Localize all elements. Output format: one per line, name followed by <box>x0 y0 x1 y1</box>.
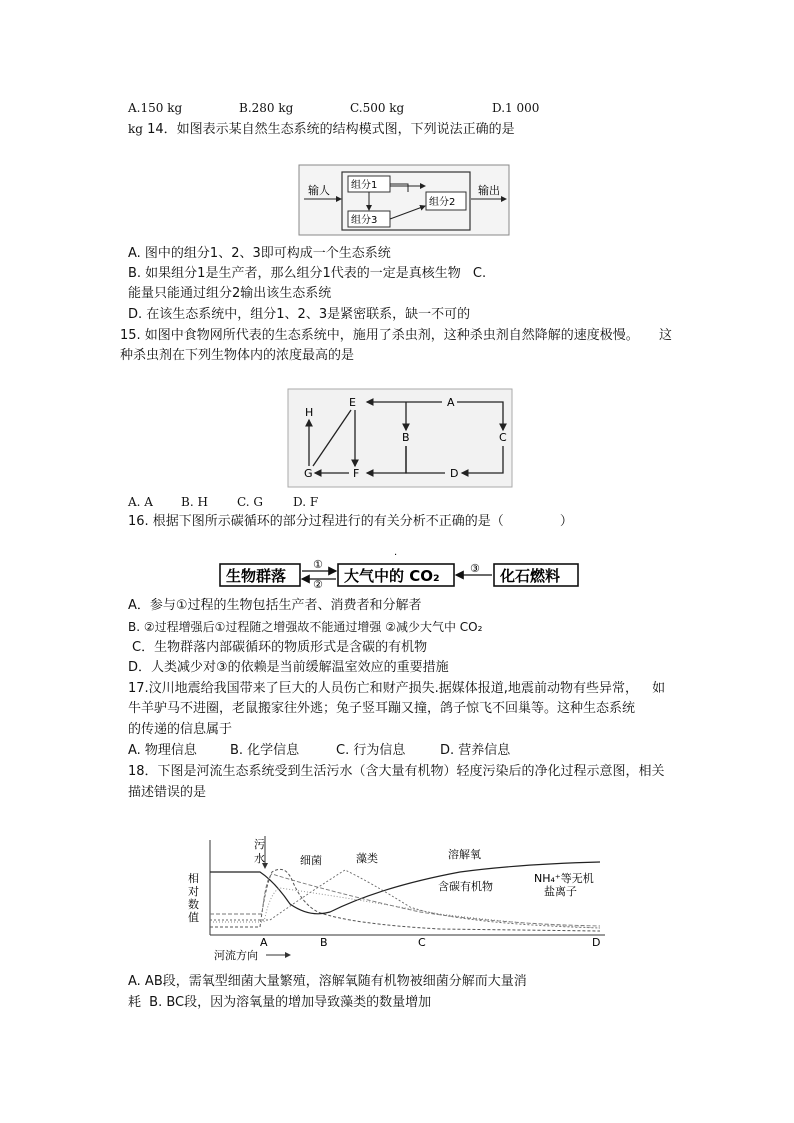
q18-option-a-tail-line <box>128 995 431 1011</box>
q18-nh4-label-1: NH₄⁺等无机 <box>534 872 594 885</box>
q14-output-label: 输出 <box>478 184 500 197</box>
q15-node-g: G <box>304 467 313 480</box>
q18-point-d: D <box>592 936 601 949</box>
q18-text-1: 18．下图是河流生态系统受到生活污水（含大量有机物）轻度污染后的净化过程示意图，相关 <box>128 764 665 779</box>
q14-input-label: 输人 <box>308 184 330 197</box>
q18-nh4-label-2: 盐离子 <box>544 885 577 898</box>
q16-option-d: D．人类减少对③的依赖是当前缓解温室效应的重要措施 <box>128 660 449 675</box>
q16-carbon-cycle-diagram <box>218 552 580 588</box>
q15-stem-1: 15. 如图中食物网所代表的生态系统中，施用了杀虫剂，这种杀虫剂自然降解的速度极慢。 <box>120 328 639 343</box>
q18-point-a: A <box>260 936 268 949</box>
q14-stem-line <box>128 121 515 138</box>
q15-option-d: D. F <box>293 495 319 509</box>
q14-option-c-head: C. <box>472 266 487 281</box>
q15-food-web-diagram <box>287 388 513 488</box>
q16-stem-end: ） <box>559 514 573 529</box>
q13-options <box>128 100 539 116</box>
q14-component-3-label: 组分3 <box>351 215 378 226</box>
q14-option-d: D. 在该生态系统中，组分1、2、3是紧密联系，缺一不可的 <box>128 307 471 322</box>
q18-ylabel-2: 对 <box>188 885 199 898</box>
q15-node-b: B <box>402 431 410 444</box>
q16-stem: 16. 根据下图所示碳循环的部分过程进行的有关分析不正确的是（ <box>128 514 504 529</box>
q14-option-b: B. 如果组分1是生产者，那么组分1代表的一定是真核生物 <box>128 266 461 281</box>
q16-co2-label: 大气中的 CO₂ <box>344 567 440 585</box>
q15-node-a: A <box>447 396 455 409</box>
q18-organic-label: 含碳有机物 <box>438 880 493 893</box>
q18-sewage-label-1: 污 <box>254 838 265 851</box>
q14-option-c-tail: 能量只能通过组分2输出该生态系统 <box>128 286 332 301</box>
q16-option-a: A．参与①过程的生物包括生产者、消费者和分解者 <box>128 598 422 613</box>
q18-bacteria-label: 细菌 <box>300 854 322 867</box>
q18-curve-nh4 <box>210 888 600 928</box>
q18-algae-label: 藻类 <box>356 852 378 865</box>
q17-text-3: 的传递的信息属于 <box>128 722 233 737</box>
q16-process-2: ② <box>313 578 323 588</box>
q17-text-2: 牛羊驴马不进圈，老鼠搬家往外逃；兔子竖耳蹦又撞，鸽子惊飞不回巢等。这种生态系统 <box>128 701 636 716</box>
q18-curve-oxygen <box>210 862 600 914</box>
q15-option-a: A. A <box>128 495 153 509</box>
q14-component-2-label: 组分2 <box>429 197 456 208</box>
q17-line-1 <box>128 681 665 697</box>
q18-point-b: B <box>320 936 328 949</box>
q14-option-a: A. 图中的组分1、2、3即可构成一个生态系统 <box>128 246 391 261</box>
q17-option-c: C. 行为信息 <box>336 743 406 758</box>
q15-stem-line-1 <box>120 328 672 344</box>
q15-option-c: C. G <box>237 495 263 509</box>
q13-option-d-unit: kg <box>128 122 143 136</box>
q18-purification-graph <box>180 832 610 964</box>
q17-option-b: B. 化学信息 <box>230 743 300 758</box>
q14-stem: 14．如图表示某自然生态系统的结构模式图，下列说法正确的是 <box>147 122 515 137</box>
q15-stem-2: 种杀虫剂在下列生物体内的浓度最高的是 <box>120 348 355 363</box>
q18-oxygen-label: 溶解氧 <box>448 848 481 861</box>
q15-node-h: H <box>305 406 314 419</box>
q18-ylabel-1: 相 <box>188 872 199 885</box>
q18-option-a-tail: 耗 <box>128 995 142 1010</box>
q14-component-1-label: 组分1 <box>351 180 378 191</box>
q15-node-f: F <box>353 467 360 480</box>
q15-node-e: E <box>349 396 356 409</box>
q17-text-1: 17.汶川地震给我国带来了巨大的人员伤亡和财产损失.据媒体报道,地震前动物有些异常， <box>128 681 638 696</box>
q18-xlabel: 河流方向 <box>214 949 258 962</box>
q14-structure-diagram <box>298 164 510 236</box>
q18-ylabel-4: 值 <box>188 911 199 924</box>
q18-sewage-label-2: 水 <box>254 852 265 865</box>
q16-dot-mark: · <box>394 552 398 561</box>
q14-option-b-line <box>128 266 486 282</box>
q17-options <box>128 743 510 759</box>
q13-option-b: B.280 kg <box>239 101 294 115</box>
q15-options <box>128 494 318 510</box>
q18-option-b: B. BC段，因为溶氧量的增加导致藻类的数量增加 <box>149 995 432 1010</box>
q17-text-1b: 如 <box>652 681 666 696</box>
q16-process-1: ① <box>313 558 323 571</box>
q16-process-3: ③ <box>470 562 480 575</box>
q17-option-a: A. 物理信息 <box>128 743 197 758</box>
q13-option-c: C.500 kg <box>350 101 405 115</box>
q15-stem-1b: 这 <box>658 328 672 343</box>
q18-ylabel-3: 数 <box>188 898 199 911</box>
q16-stem-line <box>128 514 573 530</box>
q16-community-label: 生物群落 <box>226 567 287 585</box>
q16-fossil-label: 化石燃料 <box>500 567 561 585</box>
q16-option-c: C．生物群落内部碳循环的物质形式是含碳的有机物 <box>132 640 428 655</box>
q15-node-d: D <box>450 467 459 480</box>
q18-point-c: C <box>418 936 426 949</box>
q13-option-a: A.150 kg <box>128 101 183 115</box>
q16-option-b: B. ②过程增强后①过程随之增强故不能通过增强 ②减少大气中 CO₂ <box>128 620 483 634</box>
q18-option-a: A. AB段，需氧型细菌大量繁殖，溶解氧随有机物被细菌分解而大量消 <box>128 974 527 989</box>
q17-option-d: D. 营养信息 <box>440 743 511 758</box>
q15-option-b: B. H <box>181 495 208 509</box>
q15-node-c: C <box>499 431 507 444</box>
q13-option-d: D.1 000 <box>492 101 540 115</box>
q18-text-2: 描述错误的是 <box>128 785 207 800</box>
